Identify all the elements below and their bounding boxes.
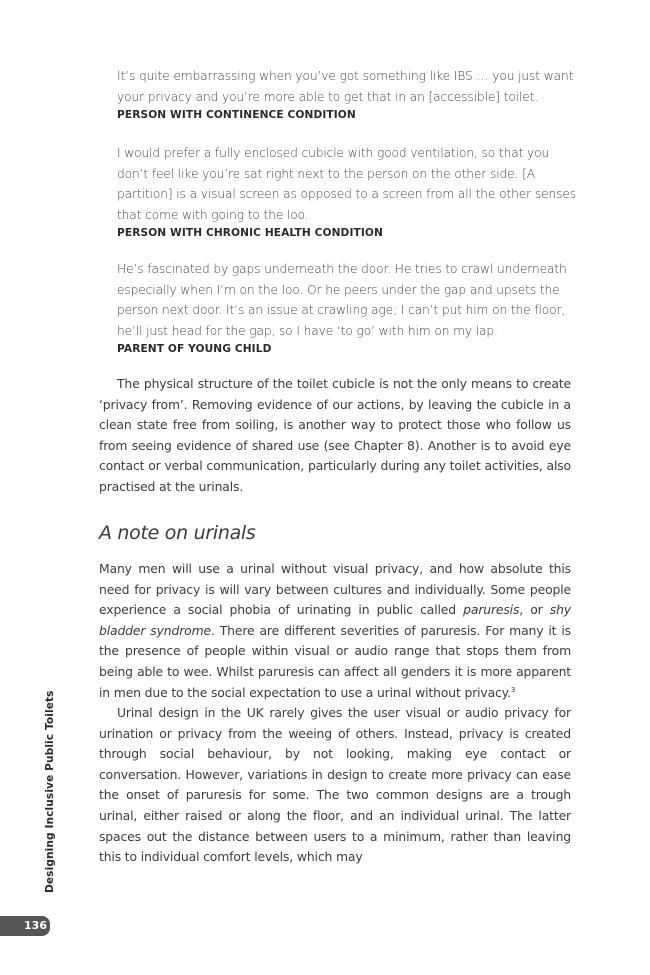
quote-attribution: PERSON WITH CONTINENCE CONDITION [117,109,356,122]
para-text: . There are different severities of paruresis. For many it is the presence of people within visual or audio range that stops them from being able to wee. Whilst paruresis can affect all genders it is more apparent in men due to the social expectation to use a urinal without privacy. [99,622,571,700]
term-shy-bladder: shy bladder syndrome [99,602,571,638]
footnote-marker: 3 [510,685,516,694]
term-paruresis: paruresis [463,602,520,618]
running-book-title: Designing Inclusive Public Toilets [44,690,56,893]
quote-attribution: PARENT OF YOUNG CHILD [117,343,272,356]
quote-parent [117,259,577,355]
quote-text: I would prefer a fully enclosed cubicle with good ventilation, so that you don’t feel like you’re sat right next to the person on the other side. [A partition] is a visual screen as opposed to a screen from all the other senses that come with going to the loo. [117,146,577,222]
paragraph-urinals-1 [99,559,571,703]
page-number: 136 [0,916,50,936]
quote-text: He’s fascinated by gaps underneath the door. He tries to crawl underneath especially when I’m on the loo. Or he peers under the gap and upsets the person next door. It’s an issue at crawling age; I can’t put him on the floor, he’ll just head for the gap, so I have ‘to go’ with him on my lap. [117,262,567,338]
section-heading: A note on urinals [99,522,256,544]
quote-continence [117,66,577,121]
para-text: , or [519,602,550,618]
quote-attribution: PERSON WITH CHRONIC HEALTH CONDITION [117,227,383,240]
para-text: Many men will use a urinal without visual privacy, and how absolute this need for privacy is will vary between cultures and individually. Some people experience a social phobia of urinating in public called [99,561,571,618]
quote-chronic-health [117,143,577,239]
paragraph-privacy: The physical structure of the toilet cubicle is not the only means to create ‘privacy from’. Removing evidence of our actions, by leaving the cubicle in a clean state free from soiling, is another way to protect those who follow us from seeing evidence of shared use (see Chapter 8). Another is to avoid eye contact or verbal communication, particularly during any toilet activities, also practised at the urinals. [99,376,571,494]
paragraph-urinals-2: Urinal design in the UK rarely gives the user visual or audio privacy for urination or privacy from the weeing of others. Instead, privacy is created through social behaviour, by not looking, making eye contact or conversation. However, variations in design to create more privacy can ease the onset of paruresis for some. The two common designs are a trough urinal, either raised or along the floor, and an individual urinal. The latter spaces out the distance between users to a minimum, rather than leaving this to individual comfort levels, which may [99,705,571,865]
quote-text: It’s quite embarrassing when you’ve got something like IBS … you just want your privacy and you’re more able to get that in an [accessible] toilet. [117,69,574,104]
